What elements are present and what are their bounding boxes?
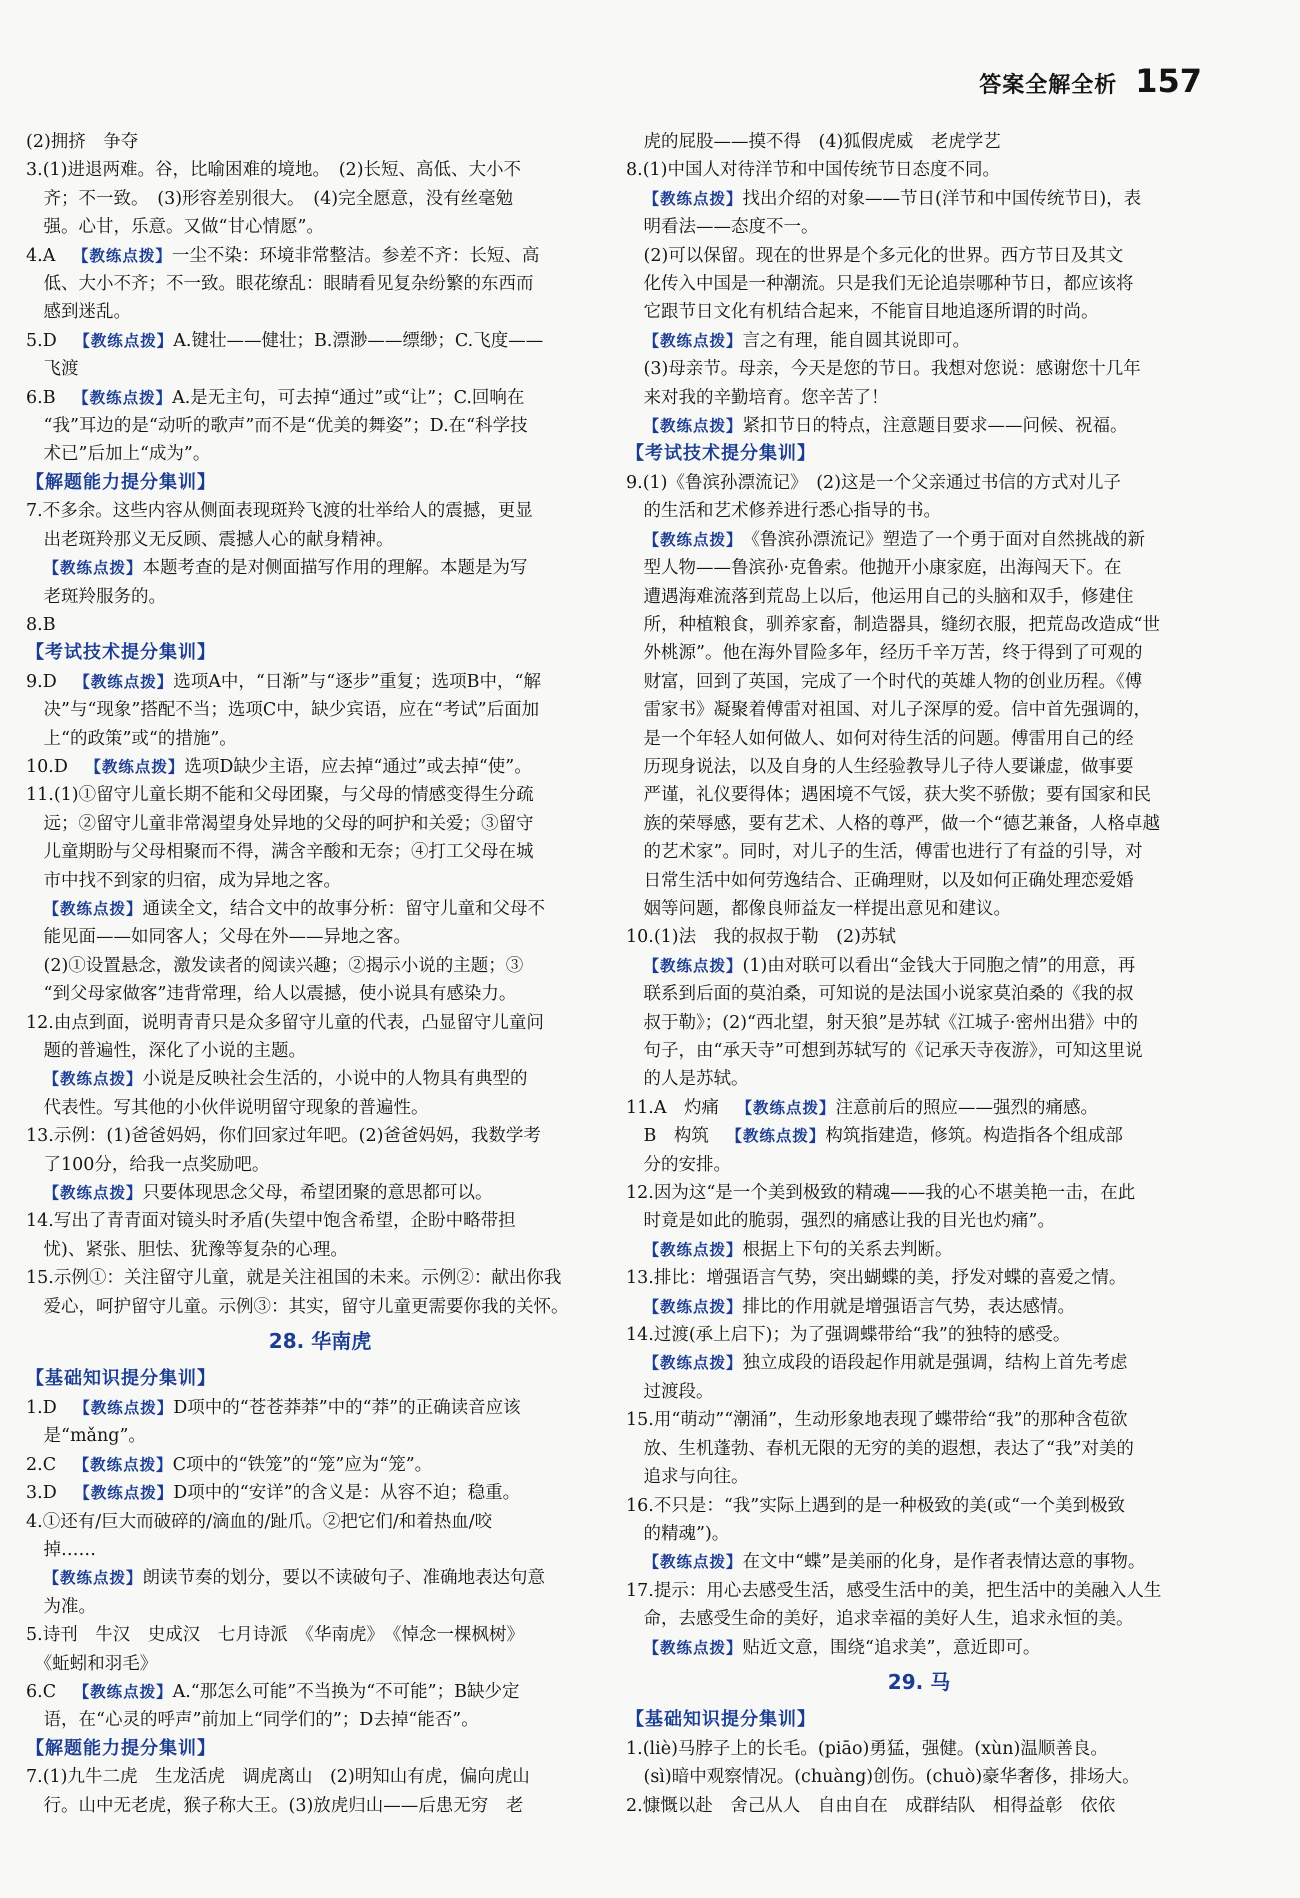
answer-line <box>626 1293 1212 1321</box>
answer-line: 了100分，给我一点奖励吧。 <box>26 1154 270 1175</box>
answer-text: 排比的作用就是增强语言气势，表达感情。 <box>742 1296 1076 1317</box>
answer-line: 决”与“现象”搭配不当；选项C中，缺少宾语，应在“考试”后面加 <box>26 700 540 721</box>
answer-text: 只要体现思念父母，希望团聚的意思都可以。 <box>142 1183 493 1204</box>
answer-line: 是一个年轻人如何做人、如何对待生活的问题。傅雷用自己的经 <box>626 728 1134 749</box>
coach-tip-tag: 【教练点拨】 <box>73 1682 173 1701</box>
coach-tip-tag: 【教练点拨】 <box>73 388 173 407</box>
answer-line: (2)拥挤 争夺 <box>26 132 139 152</box>
answer-line: 掉…… <box>26 1539 96 1560</box>
answer-prefix <box>626 1353 644 1373</box>
coach-tip-tag: 【教练点拨】 <box>643 1553 743 1572</box>
answer-line <box>26 668 614 696</box>
answer-line: 齐；不一致。 (3)形容差别很大。 (4)完全愿意，没有丝毫勉 <box>26 188 514 209</box>
answer-prefix: 6.C <box>26 1681 74 1702</box>
answer-line <box>26 1678 614 1706</box>
answer-line: 叔于勒》；(2)“西北望，射天狼”是苏轼《江城子·密州出猎》中的 <box>626 1012 1138 1033</box>
answer-line: 3.(1)进退两难。谷，比喻困难的境地。 (2)长短、高低、大小不 <box>26 160 522 181</box>
coach-tip-tag: 【教练点拨】 <box>43 1070 143 1089</box>
answer-line: 联系到后面的莫泊桑，可知说的是法国小说家莫泊桑的《我的叔 <box>626 984 1134 1005</box>
answer-line: 13.示例：(1)爸爸妈妈，你们回家过年吧。(2)爸爸妈妈，我数学考 <box>26 1126 541 1147</box>
answer-prefix <box>26 1568 44 1588</box>
section-heading: 【基础知识提分集训】 <box>26 1368 216 1390</box>
answer-line: “我”耳边的是“动听的歌声”而不是“优美的舞姿”；D.在“科学技 <box>26 416 528 437</box>
answer-line: (2)①设置悬念，激发读者的阅读兴趣；②揭示小说的主题；③ <box>26 955 524 976</box>
answer-prefix: 1.D <box>26 1397 75 1418</box>
answer-line: (3)母亲节。母亲，今天是您的节日。我想对您说：感谢您十几年 <box>626 359 1141 380</box>
answer-line: 老斑羚服务的。 <box>26 586 166 607</box>
answer-line: 低、大小不齐；不一致。眼花缭乱：眼睛看见复杂纷繁的东西而 <box>26 274 534 295</box>
answer-line <box>26 1479 614 1507</box>
answer-line <box>626 1122 1212 1150</box>
coach-tip-tag: 【教练点拨】 <box>85 757 185 776</box>
answer-line: 10.(1)法 我的叔叔于勒 (2)苏轼 <box>626 927 896 948</box>
answer-text: A.“那怎么可能”不当换为“不可能”；B缺少定 <box>172 1681 520 1702</box>
answer-line: 是“mǎng”。 <box>26 1426 146 1447</box>
section-heading: 【解题能力提分集训】 <box>26 471 216 493</box>
answer-line: 《蚯蚓和羽毛》 <box>26 1653 158 1674</box>
answer-line: 放、生机蓬勃、春机无限的无穷的美的遐想，表达了“我”对美的 <box>626 1438 1134 1459</box>
answer-text: 选项A中，“日渐”与“逐步”重复；选项B中，“解 <box>173 671 541 692</box>
answer-line: 型人物——鲁滨孙·克鲁索。他抛开小康家庭，出海闯天下。在 <box>626 558 1122 579</box>
answer-prefix <box>626 1638 644 1658</box>
coach-tip-tag: 【教练点拨】 <box>43 899 143 918</box>
answer-line: 飞渡 <box>26 359 79 380</box>
answer-line <box>26 1394 614 1422</box>
answer-text: 一尘不染：环境非常整洁。参差不齐：长短、高 <box>171 245 540 266</box>
answer-prefix <box>626 416 644 436</box>
answer-prefix <box>626 1297 644 1317</box>
answer-line: 的精魂”)。 <box>626 1523 730 1544</box>
answer-text: 通读全文，结合文中的故事分析：留守儿童和父母不 <box>142 898 546 919</box>
coach-tip-tag: 【教练点拨】 <box>643 1297 743 1316</box>
answer-prefix: B 构筑 <box>626 1126 727 1147</box>
answer-text: 朗读节奏的划分，要以不读破句子、准确地表达句意 <box>142 1568 546 1589</box>
answer-prefix <box>626 331 644 351</box>
coach-tip-tag: 【教练点拨】 <box>643 417 743 436</box>
coach-tip-tag: 【教练点拨】 <box>72 246 172 265</box>
answer-line: 5.诗刊 牛汉 史成汉 七月诗派 《华南虎》 《悼念一棵枫树》 <box>26 1625 524 1646</box>
coach-tip-tag: 【教练点拨】 <box>643 189 743 208</box>
answer-text: 独立成段的语段起作用就是强调，结构上首先考虑 <box>742 1353 1128 1374</box>
answer-line <box>26 753 614 781</box>
answer-prefix <box>626 189 644 209</box>
answer-text: 选项D缺少主语，应去掉“通过”或去掉“使”。 <box>184 756 532 777</box>
answer-line <box>26 1451 614 1479</box>
answer-line: 爱心，呵护留守儿童。示例③：其实，留守儿童更需要你我的关怀。 <box>26 1296 569 1317</box>
answer-line: 14.过渡(承上启下)；为了强调蝶带给“我”的独特的感受。 <box>626 1325 1071 1346</box>
answer-line: 的生活和艺术修养进行悉心指导的书。 <box>626 501 941 522</box>
answer-line: 行。山中无老虎，猴子称大王。(3)放虎归山——后患无穷 老 <box>26 1795 524 1816</box>
answer-line: 出老斑羚那义无反顾、震撼人心的献身精神。 <box>26 529 394 550</box>
answer-text: 找出介绍的对象——节日(洋节和中国传统节日)，表 <box>742 188 1142 209</box>
answer-line: 8.B <box>26 614 56 635</box>
answer-line <box>26 327 614 355</box>
coach-tip-tag: 【教练点拨】 <box>43 1184 143 1203</box>
answer-text: D项中的“安详”的含义是：从容不迫；稳重。 <box>173 1483 521 1504</box>
answer-prefix <box>626 1240 644 1260</box>
answer-line: 语，在“心灵的呼声”前加上“同学们的”；D去掉“能否”。 <box>26 1710 479 1731</box>
coach-tip-tag: 【教练点拨】 <box>43 559 143 578</box>
answer-line: 题的普遍性，深化了小说的主题。 <box>26 1041 306 1061</box>
answer-line: 15.用“萌动”“潮涌”，生动形象地表现了蝶带给“我”的那种含苞欲 <box>626 1410 1128 1431</box>
answer-line: 强。心甘，乐意。又做“甘心情愿”。 <box>26 217 324 238</box>
answer-line: 4.①还有/巨大而破碎的/滴血的/趾爪。②把它们/和着热血/咬 <box>26 1511 493 1532</box>
answer-line: 12.由点到面，说明青青只是众多留守儿童的代表，凸显留守儿童问 <box>26 1012 544 1033</box>
coach-tip-tag: 【教练点拨】 <box>643 1240 743 1259</box>
answer-line: 日常生活中如何劳逸结合、正确理财，以及如何正确处理恋爱婚 <box>626 870 1134 891</box>
answer-prefix: 5.D <box>26 330 75 351</box>
answer-line: 忧)、紧张、胆怯、犹豫等复杂的心理。 <box>26 1239 348 1260</box>
answer-line <box>626 1236 1212 1264</box>
answer-line <box>626 185 1212 213</box>
answer-prefix: 11.A 灼痛 <box>626 1097 737 1118</box>
answer-prefix <box>626 530 644 550</box>
answer-text: D项中的“苍苍莽莽”中的“莽”的正确读音应该 <box>173 1397 521 1418</box>
answer-line: 化传入中国是一种潮流。只是我们无论追崇哪种节日，都应该将 <box>626 274 1134 295</box>
section-heading: 【考试技术提分集训】 <box>626 443 816 465</box>
answer-line: 能见面——如同客人；父母在外——异地之客。 <box>26 927 411 948</box>
coach-tip-tag: 【教练点拨】 <box>74 672 174 691</box>
answer-prefix <box>626 956 644 976</box>
answer-text: 贴近文意，围绕“追求美”，意近即可。 <box>742 1637 1041 1658</box>
answer-line: 15.示例①：关注留守儿童，就是关注祖国的未来。示例②：献出你我 <box>26 1268 562 1289</box>
answer-line: 16.不只是：“我”实际上遇到的是一种极致的美(或“一个美到极致 <box>626 1495 1125 1516</box>
answer-text: 小说是反映社会生活的，小说中的人物具有典型的 <box>142 1069 528 1090</box>
answer-line <box>626 1634 1212 1662</box>
right-column <box>626 128 1212 1858</box>
answer-line <box>26 242 614 270</box>
coach-tip-tag: 【教练点拨】 <box>643 530 743 549</box>
answer-line: 的人是苏轼。 <box>626 1069 749 1090</box>
answer-line: 过渡段。 <box>626 1381 714 1402</box>
answer-line <box>26 554 614 582</box>
answer-prefix <box>626 1552 644 1572</box>
answer-text: C项中的“铁笼”的“笼”应为“笼”。 <box>172 1454 433 1475</box>
answer-line: 远；②留守儿童非常渴望身处异地的父母的呵护和关爱；③留守 <box>26 813 534 834</box>
answer-line <box>626 412 1212 440</box>
section-heading: 【考试技术提分集训】 <box>26 642 216 664</box>
answer-text: 紧扣节日的特点，注意题目要求——问候、祝福。 <box>742 416 1128 437</box>
section-heading: 【基础知识提分集训】 <box>626 1709 816 1731</box>
answer-line: (2)可以保留。现在的世界是个多元化的世界。西方节日及其文 <box>626 245 1124 266</box>
answer-text: A.是无主句，可去掉“通过”或“让”；C.回响在 <box>172 387 525 408</box>
lesson-title: 29. 马 <box>887 1669 951 1694</box>
coach-tip-tag: 【教练点拨】 <box>74 1398 174 1417</box>
answer-line: 族的荣辱感，要有艺术、人格的尊严，做一个“德艺兼备，人格卓越 <box>626 813 1160 834</box>
answer-line: 7.不多余。这些内容从侧面表现斑羚飞渡的壮举给人的震撼，更显 <box>26 501 533 522</box>
answer-line: 的艺术家”。同时，对儿子的生活，傅雷也进行了有益的引导，对 <box>626 842 1143 863</box>
answer-line <box>26 384 614 412</box>
lesson-title: 28. 华南虎 <box>268 1329 372 1354</box>
answer-line: 分的安排。 <box>626 1154 731 1175</box>
answer-line <box>26 895 614 923</box>
answer-line: 儿童期盼与父母相聚而不得，满含辛酸和无奈；④打工父母在城 <box>26 842 534 863</box>
page-number: 157 <box>1135 62 1202 100</box>
answer-line: 姻等问题，都像良师益友一样提出意见和建议。 <box>626 898 1011 919</box>
answer-line: 1.(liè)马脖子上的长毛。(piāo)勇猛，强健。(xùn)温顺善良。 <box>626 1738 1108 1759</box>
answer-line: 句子，由“承天寺”可想到苏轼写的《记承天寺夜游》，可知这里说 <box>626 1041 1143 1061</box>
answer-line: 9.(1)《鲁滨孙漂流记》 (2)这是一个父亲通过书信的方式对儿子 <box>626 472 1122 493</box>
coach-tip-tag: 【教练点拨】 <box>74 331 174 350</box>
section-heading: 【解题能力提分集训】 <box>26 1737 216 1759</box>
answer-line: 明看法——态度不一。 <box>626 217 819 238</box>
answer-text: 《鲁滨孙漂流记》塑造了一个勇于面对自然挑战的新 <box>742 529 1146 550</box>
answer-line: 财富，回到了英国，完成了一个时代的英雄人物的创业历程。《傅 <box>626 671 1143 692</box>
answer-prefix: 4.A <box>26 245 73 266</box>
coach-tip-tag: 【教练点拨】 <box>43 1569 143 1588</box>
answer-line <box>626 1349 1212 1377</box>
answer-line: 来对我的辛勤培育。您辛苦了！ <box>626 387 889 408</box>
left-column <box>26 128 614 1858</box>
answer-line: 历现身说法，以及自身的人生经验教导儿子待人要谦虚，做事要 <box>626 756 1134 777</box>
coach-tip-tag: 【教练点拨】 <box>73 1455 173 1474</box>
answer-line <box>26 1179 614 1207</box>
answer-prefix <box>26 899 44 919</box>
answer-line: 严谨，礼仪要得体；遇困境不气馁，获大奖不骄傲；要有国家和民 <box>626 785 1151 806</box>
answer-line: 17.提示：用心去感受生活，感受生活中的美，把生活中的美融入人生 <box>626 1580 1162 1601</box>
answer-line: 8.(1)中国人对待洋节和中国传统节日态度不同。 <box>626 160 1000 181</box>
answer-prefix: 6.B <box>26 387 74 408</box>
answer-line: 2.慷慨以赴 舍己从人 自由自在 成群结队 相得益彰 依依 <box>626 1795 1116 1816</box>
coach-tip-tag: 【教练点拨】 <box>643 956 743 975</box>
answer-line: (sì)暗中观察情况。(chuàng)创伤。(chuò)豪华奢侈，排场大。 <box>626 1767 1140 1788</box>
coach-tip-tag: 【教练点拨】 <box>726 1127 826 1146</box>
answer-line: 所，种植粮食，驯养家畜，制造器具，缝纫衣服，把荒岛改造成“世 <box>626 614 1160 635</box>
answer-text: 本题考查的是对侧面描写作用的理解。本题是为写 <box>142 558 528 579</box>
answer-line: 遭遇海难流落到荒岛上以后，他运用自己的头脑和双手，修建住 <box>626 586 1134 607</box>
answer-line: 时竟是如此的脆弱，强烈的痛感让我的目光也灼痛”。 <box>626 1211 1055 1232</box>
answer-line: 14.写出了青青面对镜头时矛盾(失望中饱含希望，企盼中略带担 <box>26 1211 516 1232</box>
answer-line <box>626 327 1212 355</box>
answer-prefix: 9.D <box>26 671 75 692</box>
page-header <box>979 62 1202 100</box>
answer-line: 虎的屁股——摸不得 (4)狐假虎威 老虎学艺 <box>626 132 1001 152</box>
answer-prefix <box>26 1069 44 1089</box>
answer-line: 市中找不到家的归宿，成为异地之客。 <box>26 870 341 891</box>
answer-prefix <box>26 558 44 578</box>
answer-line <box>626 526 1212 554</box>
coach-tip-tag: 【教练点拨】 <box>643 331 743 350</box>
answer-line: 11.(1)①留守儿童长期不能和父母团聚，与父母的情感变得生分疏 <box>26 785 534 806</box>
answer-line: 感到迷乱。 <box>26 302 131 323</box>
answer-line: 7.(1)九牛二虎 生龙活虎 调虎离山 (2)明知山有虎，偏向虎山 <box>26 1767 530 1788</box>
answer-line: 代表性。写其他的小伙伴说明留守现象的普遍性。 <box>26 1097 429 1118</box>
answer-line: 追求与向往。 <box>626 1467 749 1488</box>
answer-text: (1)由对联可以看出“金钱大于同胞之情”的用意，再 <box>742 955 1136 976</box>
answer-line <box>626 1548 1212 1576</box>
answer-line: 为准。 <box>26 1596 96 1617</box>
coach-tip-tag: 【教练点拨】 <box>74 1484 174 1503</box>
answer-line: 外桃源”。他在海外冒险多年，经历千辛万苦，终于得到了可观的 <box>626 643 1143 664</box>
answer-text: 根据上下句的关系去判断。 <box>742 1239 953 1260</box>
answer-line: 13.排比：增强语言气势，突出蝴蝶的美，抒发对蝶的喜爱之情。 <box>626 1268 1127 1289</box>
answer-text: 言之有理，能自圆其说即可。 <box>742 330 971 351</box>
answer-line: 上“的政策”或“的措施”。 <box>26 728 237 749</box>
answer-text: A.键壮——健壮；B.漂渺——缥缈；C.飞度—— <box>173 330 544 351</box>
answer-text: 注意前后的照应——强烈的痛感。 <box>835 1097 1098 1118</box>
answer-line <box>26 1564 614 1592</box>
answer-prefix <box>26 1183 44 1203</box>
answer-line: 雷家书》凝聚着傅雷对祖国、对儿子深厚的爱。信中首先强调的， <box>626 700 1151 721</box>
answer-text: 构筑指建造，修筑。构造指各个组成部 <box>825 1126 1123 1147</box>
answer-line: 命，去感受生命的美好，追求幸福的美好人生，追求永恒的美。 <box>626 1609 1134 1630</box>
coach-tip-tag: 【教练点拨】 <box>643 1638 743 1657</box>
answer-line <box>626 952 1212 980</box>
answer-text: 在文中“蝶”是美丽的化身，是作者表情达意的事物。 <box>742 1552 1146 1573</box>
answer-line <box>626 1094 1212 1122</box>
coach-tip-tag: 【教练点拨】 <box>736 1098 836 1117</box>
coach-tip-tag: 【教练点拨】 <box>643 1354 743 1373</box>
answer-prefix: 10.D <box>26 756 86 777</box>
answer-line: 它跟节日文化有机结合起来，不能盲目地追逐所谓的时尚。 <box>626 302 1099 323</box>
answer-line: 12.因为这“是一个美到极致的精魂——我的心不堪美艳一击，在此 <box>626 1183 1136 1204</box>
answer-line: “到父母家做客”违背常理，给人以震撼，使小说具有感染力。 <box>26 984 517 1005</box>
answer-prefix: 2.C <box>26 1454 74 1475</box>
answer-prefix: 3.D <box>26 1483 75 1504</box>
answer-line: 术已”后加上“成为”。 <box>26 444 211 465</box>
answer-line <box>26 1065 614 1093</box>
header-label: 答案全解全析 <box>979 73 1118 98</box>
